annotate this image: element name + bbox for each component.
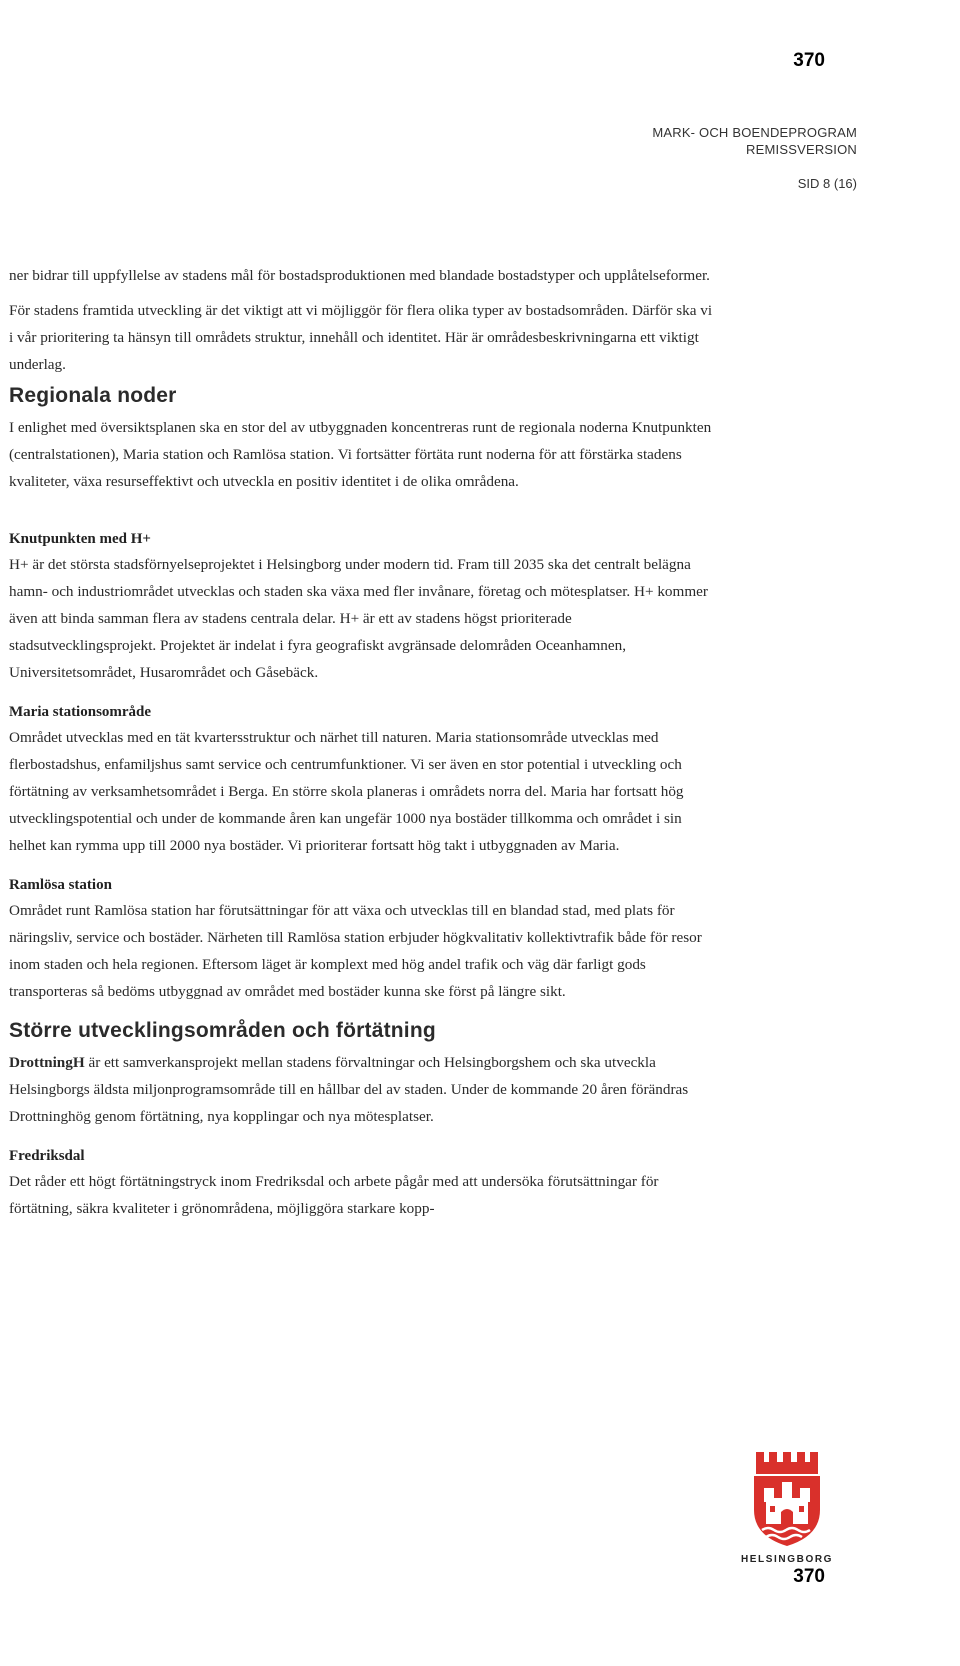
knutpunkten-paragraph: H+ är det största stadsförnyelseprojektet i Helsingborg under modern tid. Fram till 2035 ska det centralt belägna hamn- och industriområdet utvecklas och staden ska växa med fler invånare, företag och mötesplatser. H+ kommer även att binda samman flera av stadens centrala delar. H+ är ett av stadens högst prioriterade stadsutvecklingsprojekt. Projektet är indelat i fyra geografiskt avgränsade delområden Oceanhamnen, Universitetsområdet, Husarområdet och Gåsebäck. (9, 556, 708, 681)
helsingborg-coat-of-arms-icon (750, 1450, 824, 1548)
drottningh-lead: DrottningH (9, 1054, 85, 1071)
drottningh-paragraph (9, 1049, 719, 1130)
document-header (652, 124, 857, 158)
header-version: REMISSVERSION (746, 142, 857, 157)
subheading-maria: Maria stationsområde (9, 704, 152, 720)
section-heading-regionala-noder: Regionala noder (9, 384, 177, 407)
subheading-ramlosa: Ramlösa station (9, 877, 112, 893)
logo-wordmark: HELSINGBORG (740, 1554, 834, 1565)
subheading-knutpunkten: Knutpunkten med H+ (9, 531, 151, 547)
header-program-title: MARK- OCH BOENDEPROGRAM (652, 125, 857, 140)
maria-paragraph: Området utvecklas med en tät kvartersstruktur och närhet till naturen. Maria stationsområde utvecklas med flerbostadshus, enfamiljshus samt service och centrumfunktioner. Vi ser även en stor potential i utveckling och förtätning av verksamhetsområdet i Berga. En större skola planeras i områdets norra del. Maria har fortsatt hög utvecklingspotential och under de kommande åren kan ungefär 1000 nya bostäder tillkomma och området i sin helhet kan rymma upp till 2000 nya bostäder. Vi prioriterar fortsatt hög takt i utbyggnaden av Maria. (9, 729, 684, 854)
regionala-noder-paragraph: I enlighet med översiktsplanen ska en stor del av utbyggnaden koncentreras runt de regionala noderna Knutpunkten (centralstationen), Maria station och Ramlösa station. Vi fortsätter förtäta runt noderna för att förstärka stadens kvaliteter, växa resurseffektivt och utveckla en positiv identitet i de olika områdena. (9, 419, 712, 490)
section-heading-storre-utvecklingsomraden: Större utvecklingsområden och förtätning (9, 1019, 436, 1042)
intro-paragraph-2: För stadens framtida utveckling är det viktigt att vi möjliggör för flera olika typer av bostadsområden. Därför ska vi i vår prioritering ta hänsyn till områdets struktur, innehåll och identitet. Här är områdesbeskrivningarna ett viktigt underlag. (9, 302, 713, 373)
header-page-reference: SID 8 (16) (797, 176, 857, 191)
document-body (9, 262, 719, 1222)
ramlosa-paragraph: Området runt Ramlösa station har förutsättningar för att växa och utvecklas till en blandad stad, med plats för näringsliv, service och bostäder. Närheten till Ramlösa station erbjuder högkvalitativ kollektivtrafik både för resor inom staden och hela regionen. Eftersom läget är komplext med hög andel trafik och väg där farligt gods transporteras så bedöms utbyggnad av området med bostäder kunna ske först på längre sikt. (9, 902, 702, 1000)
drottningh-text: är ett samverkansprojekt mellan stadens förvaltningar och Helsingborgshem och ska utveckla Helsingborgs äldsta miljonprogramsområde till en hållbar del av staden. Under de kommande 20 åren förändras Drottninghög genom förtätning, nya kopplingar och nya mötesplatser. (9, 1054, 689, 1125)
helsingborg-logo (738, 1450, 836, 1565)
spacer (9, 495, 719, 513)
page-number-top: 370 (793, 50, 825, 71)
fredriksdal-paragraph: Det råder ett högt förtätningstryck inom Fredriksdal och arbete pågår med att undersöka förutsättningar för förtätning, säkra kvaliteter i grönområdena, möjliggöra starkare kopp- (9, 1173, 659, 1217)
intro-paragraph-1: ner bidrar till uppfyllelse av stadens mål för bostadsproduktionen med blandade bostadstyper och upplåtelseformer. (9, 267, 710, 284)
subheading-fredriksdal: Fredriksdal (9, 1148, 85, 1164)
page-number-bottom: 370 (793, 1566, 825, 1587)
